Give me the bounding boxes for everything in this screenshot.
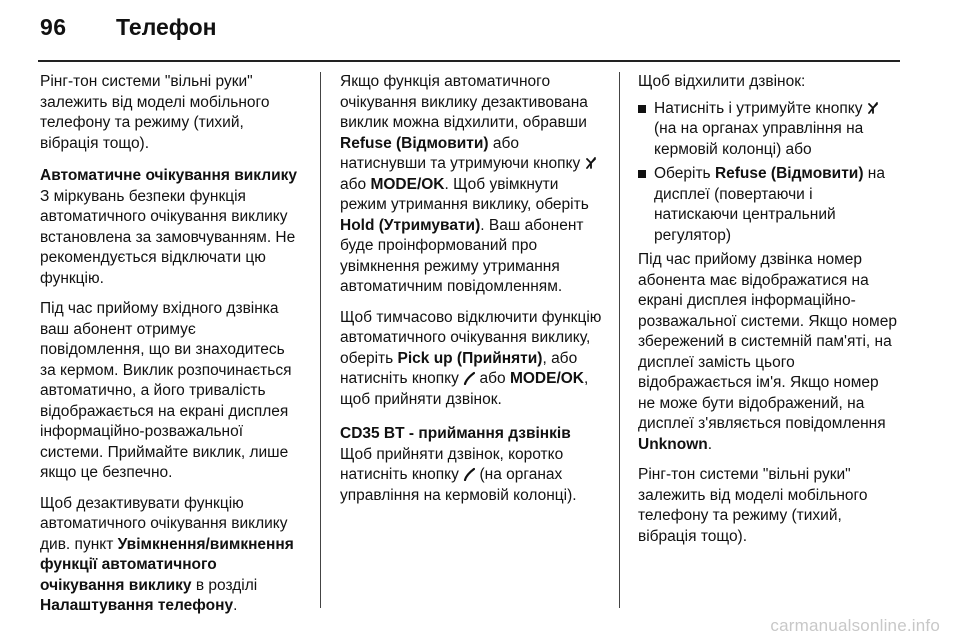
column-divider-1 <box>320 72 321 608</box>
ringtone-paragraph: Рінг-тон системи "вільні руки" залежить від моделі мобільного телефону та режиму (тихий, вібрація тощо). <box>40 73 270 152</box>
hang-up-phone-icon <box>585 156 597 170</box>
ringtone-paragraph: Рінг-тон системи "вільні руки" залежить від моделі мобільного телефону та режиму (тихий, вібрація тощо). <box>638 466 868 545</box>
column-divider-2 <box>619 72 620 608</box>
page-number: 96 <box>40 14 67 40</box>
safety-paragraph: З міркувань безпеки функція автоматичного очікування виклику встановлена за замовчуванням. Не рекомендується відключати цю функцію. <box>40 187 296 287</box>
deactivate-paragraph: Щоб дезактивувати функцію автоматичного очікування виклику див. пункт Увімкнення/вимкнення функції автоматичного очікування виклику в розділі Налаштування телефону. <box>40 494 294 614</box>
reject-steps-list <box>638 99 900 247</box>
bullet-square-icon <box>638 105 646 113</box>
reject-intro: Щоб відхилити дзвінок: <box>638 73 806 90</box>
column-3 <box>638 72 900 557</box>
section-heading-auto-wait: Автоматичне очікування виклику <box>40 167 297 184</box>
answer-paragraph: Щоб прийняти дзвінок, коротко натисніть кнопку (на органах управління на кермовій колонці). <box>340 445 577 504</box>
phone-icon <box>463 467 475 481</box>
watermark: carmanualsonline.info <box>770 616 940 635</box>
pickup-paragraph: Щоб тимчасово відключити функцію автоматичного очікування виклику, оберіть Pick up (Прийняти), або натисніть кнопку або MODE/OK, щоб прийняти дзвінок. <box>340 308 602 408</box>
section-ref: Налаштування телефону <box>40 597 234 614</box>
list-item: Оберіть Refuse (Відмовити) на дисплеї (повертаючи і натискаючи центральний регулятор) <box>638 164 900 246</box>
column-2 <box>340 72 604 516</box>
page-title: Телефон <box>116 14 217 40</box>
caller-id-paragraph: Під час прийому дзвінка номер абонента має відображатися на екрані дисплея інформаційно-розважальної системи. Якщо номер збережений в системній пам'яті, на дисплеї замість цього відображається ім'я. Якщо номер не може бути відображений, на дисплеї з'являється повідомлення Unknown. <box>638 251 897 453</box>
list-item: Натисніть і утримуйте кнопку (на на органах управління на кермовій колонці) або <box>638 99 900 161</box>
refuse-paragraph: Якщо функція автоматичного очікування виклику дезактивована виклик можна відхилити, обравши Refuse (Відмовити) або натиснувши та утримуючи кнопку або MODE/OK. Щоб увімкнути режим утримання виклику, оберіть Hold (Утримувати). Ваш абонент буде проінформований про увімкнення режиму утримання автоматичним повідомленням. <box>340 72 604 298</box>
bullet-square-icon <box>638 170 646 178</box>
section-heading-cd35: CD35 BT - приймання дзвінків <box>340 425 571 442</box>
menu-item-ref: Увімкнення/вимкнення функції автоматичного очікування виклику <box>40 535 294 594</box>
phone-icon <box>463 371 475 385</box>
hang-up-phone-icon <box>867 101 879 115</box>
header-divider <box>38 60 900 62</box>
page-header <box>0 0 960 60</box>
column-1 <box>40 72 304 627</box>
incoming-call-paragraph: Під час прийому вхідного дзвінка ваш абонент отримує повідомлення, що ви знаходитесь за кермом. Виклик розпочинається автоматично, а його тривалість відображається на екрані дисплея інформаційно-розважальної системи. Приймайте виклик, лише якщо це безпечно. <box>40 300 292 481</box>
